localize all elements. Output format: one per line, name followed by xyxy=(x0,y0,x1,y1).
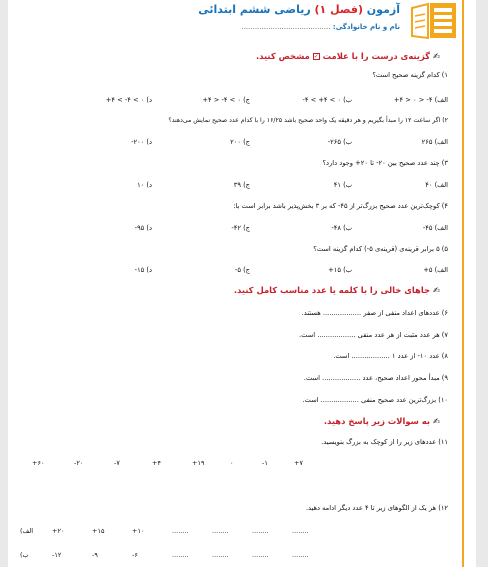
q3-option-b: ب) ۴۱ xyxy=(333,181,352,189)
pattern-b-blank: ........ xyxy=(172,551,189,559)
pattern-b-item: -۹ xyxy=(92,551,98,559)
fill-item-9: ۹) مبدأ محور اعداد صحیح، عدد .................. است. xyxy=(303,374,448,382)
pattern-a-blank: ........ xyxy=(212,527,229,535)
number-item: +۶۰ xyxy=(32,459,45,467)
section2-title: ✍ جاهای خالی را با کلمه یا عدد مناسب کامل کنید. xyxy=(233,285,440,295)
q1-option-d: د) ‎+۴ < -۴ < ۰ xyxy=(105,96,152,104)
book-logo-icon xyxy=(408,2,458,40)
q2-option-d: د) ‎-۲۰۰ xyxy=(131,138,152,146)
pattern-b-item: -۱۲ xyxy=(52,551,62,559)
q3-option-c: ج) ۳۹ xyxy=(233,181,250,189)
name-field: نام و نام خانوادگی: ........................................ xyxy=(241,23,400,31)
pen-icon: ✍ xyxy=(432,416,440,426)
q2-option-b: ب) ‎-۲۶۵ xyxy=(327,138,352,146)
fill-item-6: ۶) عددهای اعداد منفی از صفر .................. هستند. xyxy=(301,309,448,317)
number-item: +۷ xyxy=(294,459,303,467)
q5-option-a: الف) ‎+۵ xyxy=(423,266,448,274)
section3-title: ✍ به سوالات زیر پاسخ دهید. xyxy=(323,416,440,426)
fill-item-7: ۷) هر عدد مثبت از هر عدد منفی .................. است. xyxy=(299,331,448,339)
question-4: ۴) کوچک‌ترین عدد صحیح بزرگ‌تر از ‎-۴۵ که بر ۳ بخش‌پذیر باشد برابر است با: xyxy=(233,202,448,210)
question-3: ۳) چند عدد صحیح بین ‎-۲۰ تا ‎+۲۰ وجود دارد؟ xyxy=(322,159,448,167)
pattern-a-item: +۱۰ xyxy=(132,527,145,535)
pattern-a-label: (الف xyxy=(20,527,34,535)
number-item: +۱۹ xyxy=(192,459,205,467)
pattern-b-blank: ........ xyxy=(292,551,309,559)
pattern-a-blank: ........ xyxy=(172,527,189,535)
pen-icon: ✍ xyxy=(432,285,440,295)
q2-option-c: ج) ۲۰۰ xyxy=(230,138,250,146)
q3-option-a: الف) ۴۰ xyxy=(425,181,448,189)
question-12: ۱۲) هر یک از الگوهای زیر تا ۴ عدد دیگر ادامه دهید. xyxy=(305,504,448,512)
question-1: ۱) کدام گزینه صحیح است؟ xyxy=(372,71,448,79)
q4-option-a: الف) ‎-۴۵ xyxy=(422,224,448,232)
question-11: ۱۱) عددهای زیر را از کوچک به بزرگ بنویسید. xyxy=(321,438,448,446)
q1-option-a: الف) ‎+۴ > ۰ > -۴ xyxy=(393,96,448,104)
section1-title: ✍ گزینه‌ی درست را با علامت ✓ مشخص کنید. xyxy=(255,51,440,61)
pattern-a-blank: ........ xyxy=(252,527,269,535)
question-5: ۵) ۵ برابر قرینه‌ی (قرینه‌ی ‎-۵) کدام گزینه است؟ xyxy=(313,245,448,253)
number-item: -۷ xyxy=(114,459,120,467)
pen-icon: ✍ xyxy=(432,51,440,61)
exam-page xyxy=(8,0,476,567)
pattern-b-blank: ........ xyxy=(212,551,229,559)
pattern-b-item: -۶ xyxy=(132,551,138,559)
q4-option-b: ب) ‎-۴۸ xyxy=(331,224,352,232)
number-item: ۰ xyxy=(230,459,234,467)
pattern-b-label: (ب xyxy=(20,551,29,559)
q1-option-b: ب) ‎-۴ < +۴ < ۰ xyxy=(302,96,352,104)
pattern-a-item: +۲۰ xyxy=(52,527,65,535)
number-item: +۴ xyxy=(152,459,161,467)
q5-option-b: ب) ‎+۱۵ xyxy=(328,266,352,274)
q4-option-c: ج) ‎-۴۲ xyxy=(231,224,250,232)
q5-option-c: ج) ‎-۵ xyxy=(234,266,250,274)
number-item: -۱ xyxy=(262,459,268,467)
fill-item-8: ۸) عدد ‎-۱۰ از عدد ۱ .................. است. xyxy=(333,352,448,360)
pattern-a-blank: ........ xyxy=(292,527,309,535)
q1-option-c: ج) ‎+۴ > -۴ < ۰ xyxy=(202,96,250,104)
pattern-a-item: +۱۵ xyxy=(92,527,105,535)
checkbox-icon: ✓ xyxy=(313,53,319,60)
q2-option-a: الف) ۲۶۵ xyxy=(421,138,448,146)
q5-option-d: د) ‎-۱۵ xyxy=(134,266,152,274)
exam-title: آزمون (فصل ۱) ریاضی ششم ابتدائی xyxy=(198,3,400,16)
q3-option-d: د) ۱۰ xyxy=(137,181,152,189)
q4-option-d: د) ‎-۹۵ xyxy=(134,224,152,232)
number-item: -۲۰ xyxy=(74,459,84,467)
question-2: ۲) اگر ساعت ۱۲ را مبدأ بگیریم و هر دقیقه یک واحد صحیح باشد ۱۶/۲۵ را با کدام عدد صحیح نمایش می‌دهند؟ xyxy=(168,117,448,124)
fill-item-10: ۱۰) بزرگ‌ترین عدد صحیح منفی .................. است. xyxy=(302,396,448,404)
margin-line xyxy=(462,0,464,567)
pattern-b-blank: ........ xyxy=(252,551,269,559)
